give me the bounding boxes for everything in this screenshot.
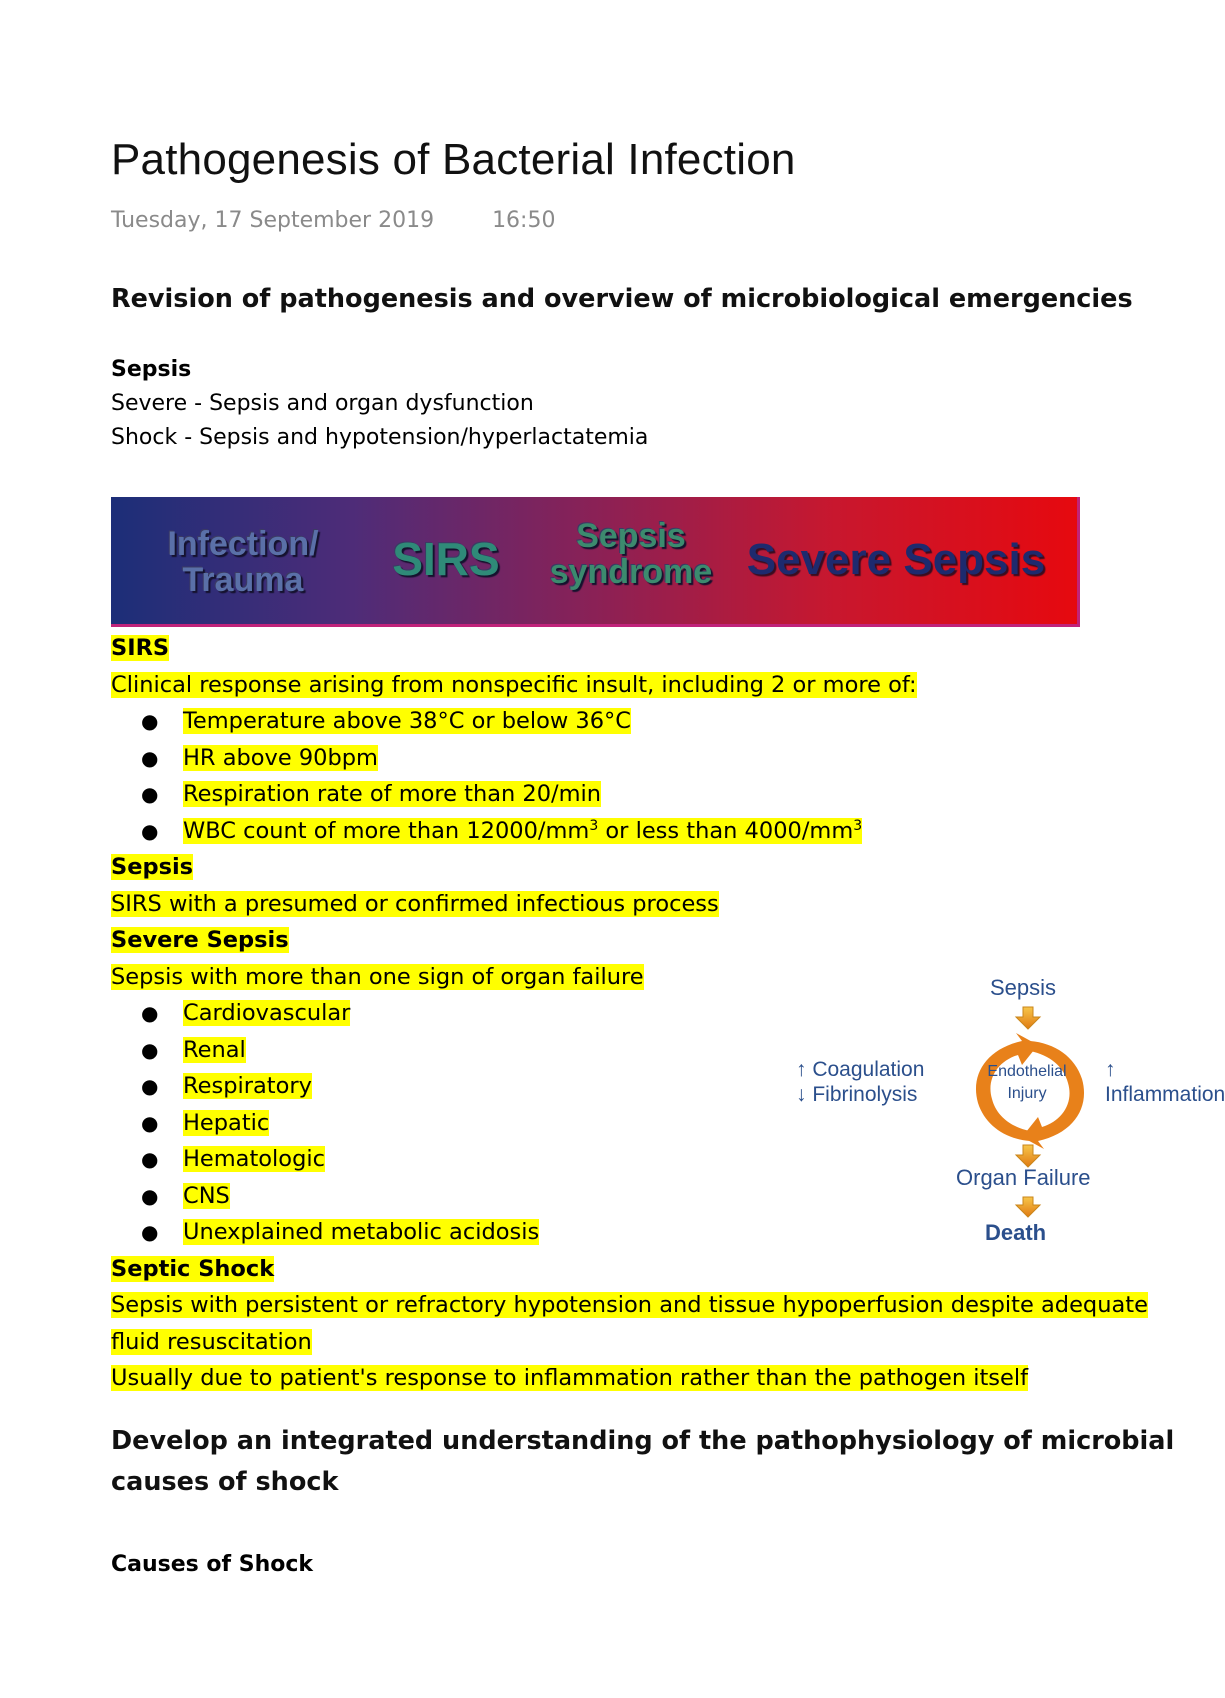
sirs-heading: SIRS (111, 635, 170, 661)
wbc-text-1: WBC count of more than 12000/mm (183, 817, 590, 844)
diagram-injury-line: Injury (1007, 1085, 1047, 1102)
banner-infection-trauma (153, 527, 333, 598)
banner-sepsis-line: Sepsis (576, 517, 686, 555)
diagram-organ-failure-label: Organ Failure (956, 1165, 1091, 1190)
diagram-inflammation-line: Inflammation (1105, 1083, 1225, 1106)
heading-revision: Revision of pathogenesis and overview of microbiological emergencies (111, 284, 1133, 314)
list-item-text: Hematologic (183, 1146, 325, 1172)
endothelial-injury-diagram (790, 975, 1225, 1255)
severe-sepsis-intro: Sepsis with more than one sign of organ failure (111, 963, 644, 990)
diagram-inflammation-label (1105, 1057, 1225, 1107)
diagram-endothelial-label (972, 1061, 1082, 1105)
bullet-icon: ● (141, 1110, 159, 1135)
diagram-fibrinolysis-line: ↓ Fibrinolysis (796, 1083, 918, 1106)
bullet-icon: ● (141, 1037, 159, 1062)
sirs-criteria-list (111, 703, 1200, 849)
note-date: Tuesday, 17 September 2019 (111, 208, 435, 233)
wbc-text-2: or less than 4000/mm (598, 817, 854, 844)
septic-shock-heading: Septic Shock (111, 1255, 275, 1282)
sepsis-intro (111, 353, 648, 455)
bullet-icon: ● (141, 1001, 159, 1025)
sepsis-heading: Sepsis (111, 854, 194, 880)
list-item-text: Respiration rate of more than 20/min (183, 781, 602, 807)
severe-sepsis-heading: Severe Sepsis (111, 927, 289, 953)
sepsis-intro-label: Sepsis (111, 357, 192, 382)
list-item-text: Respiratory (183, 1073, 312, 1099)
sirs-intro: Clinical response arising from nonspecific insult, including 2 or more of: (111, 671, 917, 698)
heading-develop: Develop an integrated understanding of the pathophysiology of microbial causes of shock (111, 1426, 1175, 1497)
causes-of-shock-heading: Causes of Shock (111, 1552, 314, 1577)
bullet-icon: ● (141, 1220, 159, 1244)
banner-trauma-line: Trauma (182, 560, 304, 599)
bullet-icon: ● (141, 818, 159, 843)
list-item-text: Renal (183, 1036, 246, 1063)
bullet-icon: ● (141, 1147, 159, 1171)
diagram-coagulation-label (796, 1057, 924, 1107)
down-arrow-icon (1016, 1197, 1040, 1217)
septic-shock-line: Sepsis with persistent or refractory hypotension and tissue hypoperfusion despite adequate (111, 1292, 1148, 1318)
sepsis-definition: SIRS with a presumed or confirmed infectious process (111, 890, 719, 917)
down-arrow-icon (1016, 1145, 1040, 1167)
bullet-icon: ● (141, 1183, 159, 1208)
page-title: Pathogenesis of Bacterial Infection (111, 135, 796, 184)
list-item (111, 703, 1200, 740)
banner-severe-sepsis: Severe Sepsis (746, 535, 1046, 584)
sepsis-intro-line: Severe - Sepsis and organ dysfunction (111, 391, 534, 416)
note-timestamp (111, 208, 555, 233)
down-arrow-icon (1016, 1007, 1040, 1029)
diagram-sepsis-label: Sepsis (990, 975, 1057, 1000)
wbc-superscript: 3 (853, 817, 863, 834)
list-item-text (183, 818, 862, 844)
banner-syndrome-line: syndrome (549, 552, 713, 591)
list-item-text: Cardiovascular (183, 1000, 351, 1026)
list-item-text: Unexplained metabolic acidosis (183, 1219, 540, 1245)
list-item-text: Hepatic (183, 1109, 270, 1136)
sepsis-intro-line: Shock - Sepsis and hypotension/hyperlactatemia (111, 425, 649, 450)
septic-shock-line: fluid resuscitation (111, 1328, 312, 1355)
bullet-icon: ● (141, 782, 159, 806)
list-item (111, 740, 1200, 777)
wbc-superscript: 3 (589, 817, 599, 834)
diagram-endothelial-line: Endothelial (987, 1063, 1067, 1080)
diagram-coagulation-line: ↑ Coagulation (796, 1058, 925, 1081)
bullet-icon: ● (141, 709, 159, 733)
diagram-inflammation-arrow: ↑ (1105, 1058, 1116, 1081)
banner-sirs: SIRS (392, 533, 500, 585)
list-item-text: HR above 90bpm (183, 744, 378, 771)
list-item (111, 813, 1200, 850)
list-item (111, 776, 1200, 813)
banner-sepsis-syndrome (526, 519, 736, 590)
list-item-text: Temperature above 38°C or below 36°C (183, 708, 632, 734)
bullet-icon: ● (141, 1074, 159, 1098)
banner-infection-line: Infection/ (167, 525, 319, 563)
diagram-death-label: Death (985, 1220, 1047, 1245)
bullet-icon: ● (141, 745, 159, 770)
septic-shock-line: Usually due to patient's response to inflammation rather than the pathogen itself (111, 1365, 1029, 1391)
diagram-graphics (790, 975, 1200, 1255)
list-item-text: CNS (183, 1182, 230, 1209)
sepsis-progression-banner (111, 497, 1080, 627)
note-time: 16:50 (492, 208, 556, 233)
